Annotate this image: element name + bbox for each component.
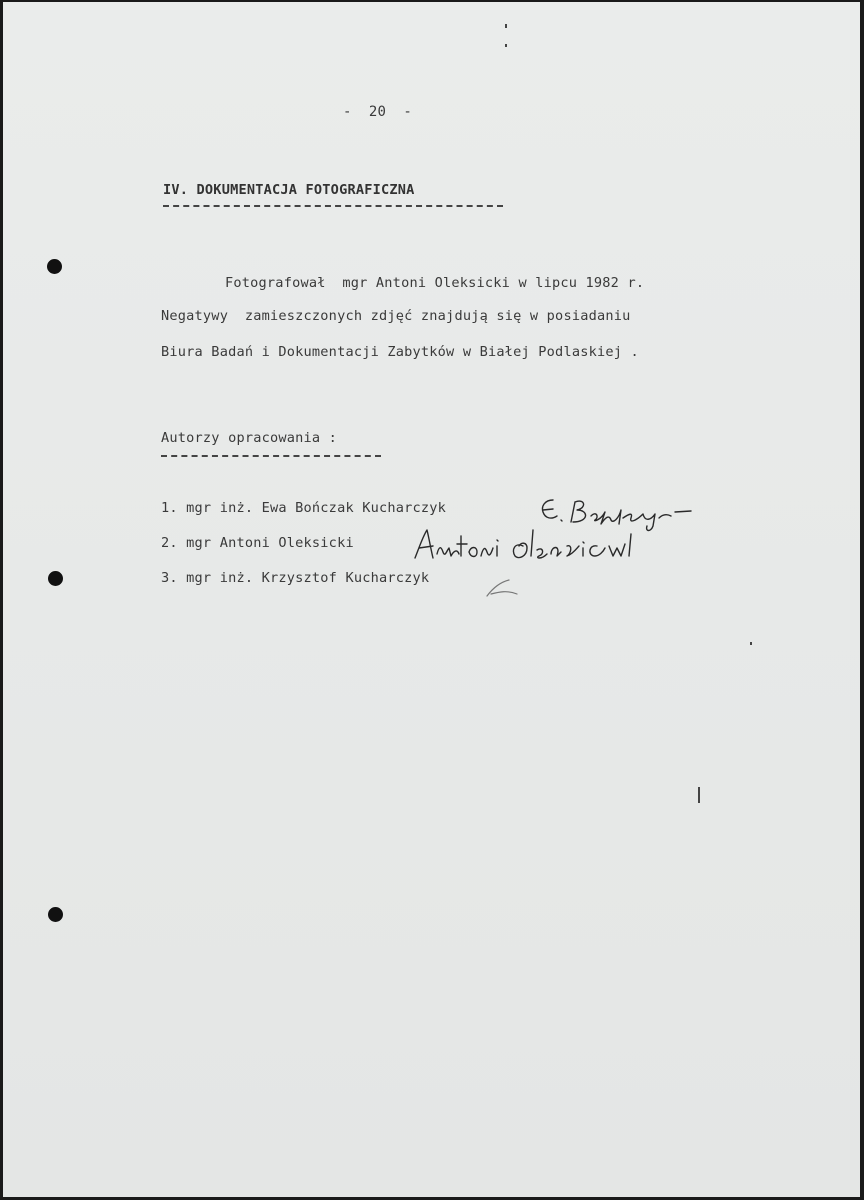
stray-mark-middle (698, 787, 700, 803)
stray-mark-top-2 (505, 44, 507, 47)
body-line-2: Negatywy zamieszczonych zdjęć znajdują się w posiadaniu (161, 308, 631, 324)
author-item-1: 1. mgr inż. Ewa Bończak Kucharczyk (161, 500, 447, 516)
author-item-3: 3. mgr inż. Krzysztof Kucharczyk (161, 570, 430, 586)
stray-mark-top (505, 24, 507, 28)
document-page (3, 2, 860, 1197)
stray-mark-right (750, 642, 752, 645)
pen-scribble (483, 574, 523, 604)
author-item-2: 2. mgr Antoni Oleksicki (161, 535, 354, 551)
authors-heading: Autorzy opracowania : (161, 430, 338, 446)
body-line-1: Fotografował mgr Antoni Oleksicki w lipcu 1982 r. (225, 275, 645, 291)
authors-underline (161, 455, 381, 457)
page-number: - 20 - (343, 104, 413, 120)
signature-2 (411, 524, 661, 568)
heading-underline (163, 205, 503, 207)
binder-hole-top (47, 259, 62, 274)
section-heading: IV. DOKUMENTACJA FOTOGRAFICZNA (163, 182, 415, 198)
body-line-3: Biura Badań i Dokumentacji Zabytków w Białej Podlaskiej . (161, 344, 639, 360)
binder-hole-bottom (48, 907, 63, 922)
binder-hole-middle (48, 571, 63, 586)
